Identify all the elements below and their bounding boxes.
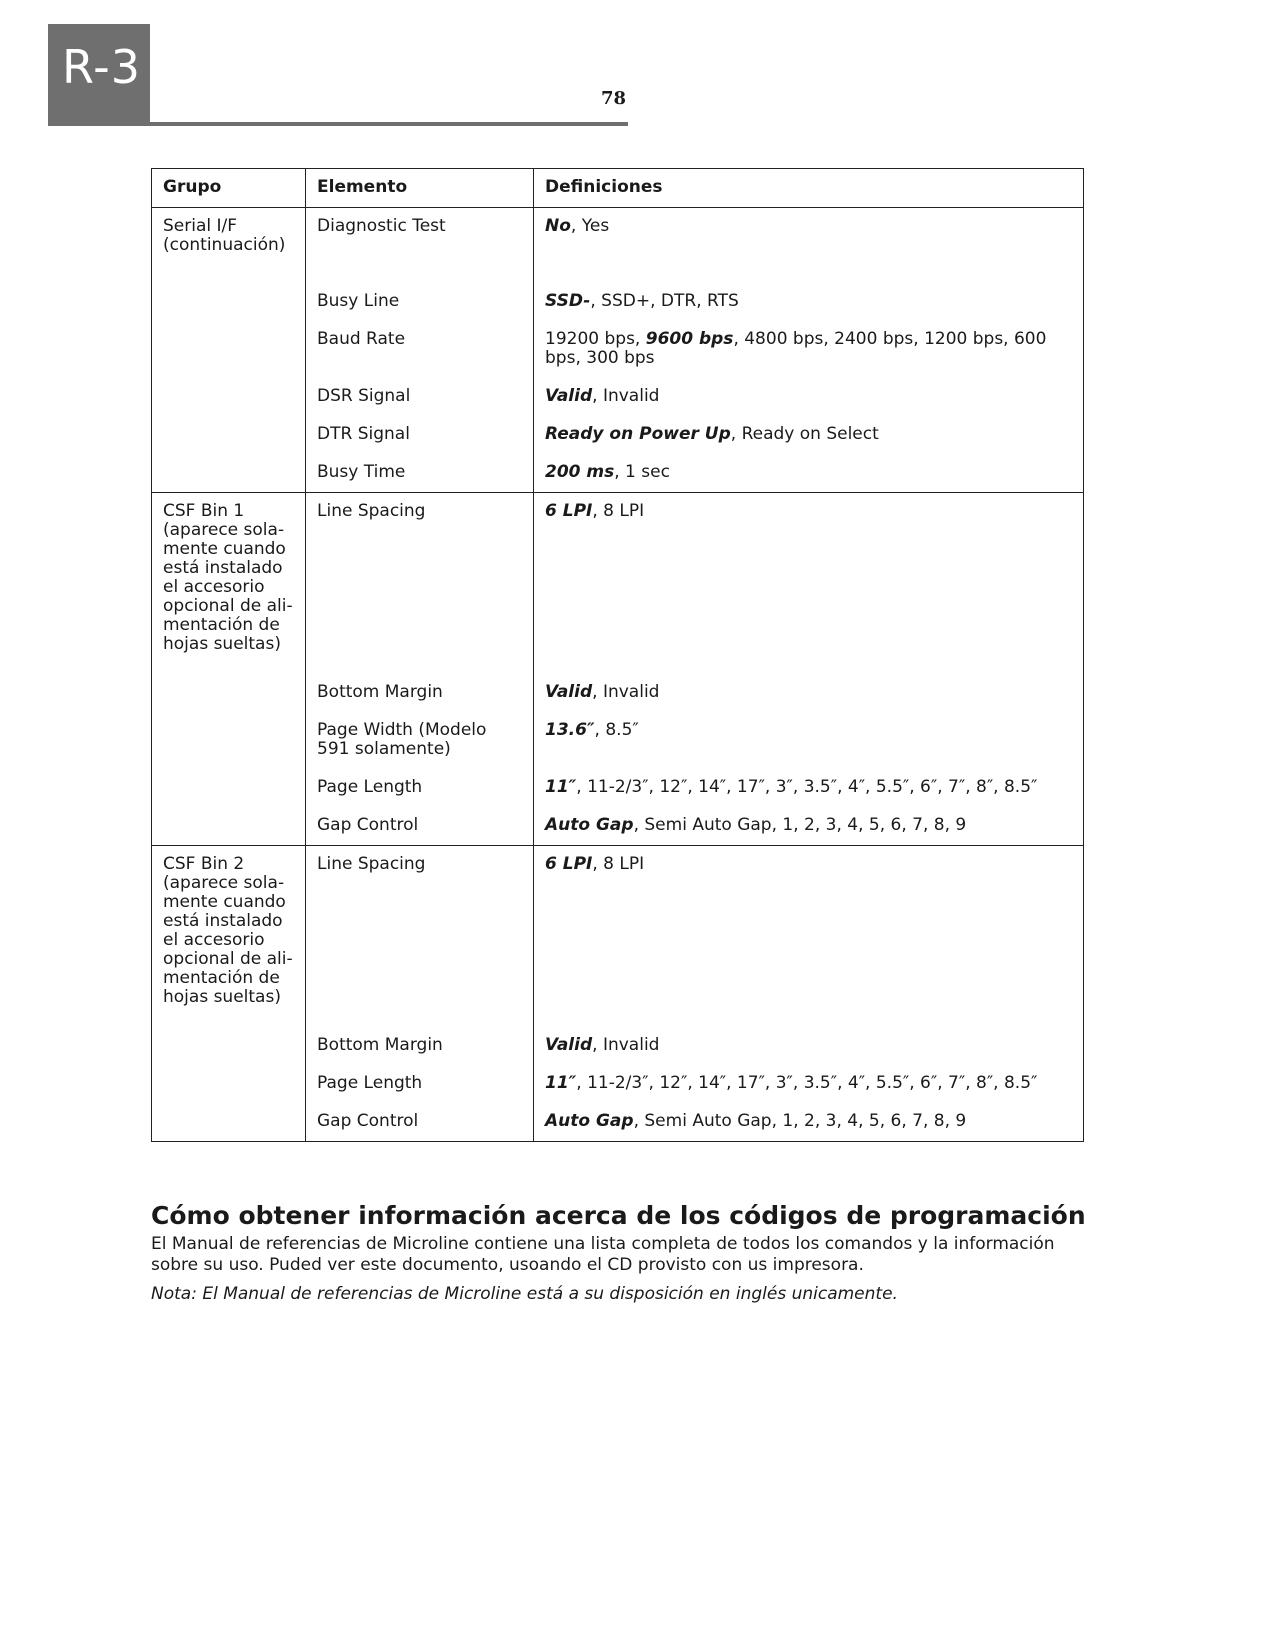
definition-cell: SSD-, SSD+, DTR, RTS [534,265,1084,321]
default-value: No [545,216,571,236]
group-cell [152,712,306,769]
group-cell [152,265,306,321]
section-tab: R-3 [48,24,150,126]
default-value: 13.6″ [545,720,595,740]
group-cell: Serial I/F (continuación) [152,208,306,266]
group-cell [152,378,306,416]
section-body: El Manual de referencias de Microline contiene una lista completa de todos los comandos y la información sobre su uso. Puded ver este documento, usoando el CD provisto con us impresora. [151,1234,1055,1275]
element-cell: Page Length [306,1065,534,1103]
default-value: Valid [545,682,593,702]
group-cell [152,807,306,846]
group-cell [152,769,306,807]
default-value: 11″ [545,777,577,797]
group-cell [152,1103,306,1142]
default-value: 200 ms [545,462,615,482]
group-cell [152,454,306,493]
element-cell: Busy Line [306,265,534,321]
definition-cell: 19200 bps, 9600 bps, 4800 bps, 2400 bps, 1200 bps, 600 bps, 300 bps [534,321,1084,378]
default-value: SSD- [545,291,591,311]
table-row [152,846,1084,1028]
default-value: Valid [545,386,593,406]
table-row [152,712,1084,769]
group-cell [152,416,306,454]
table-row [152,769,1084,807]
group-cell: CSF Bin 2 (aparece sola- mente cuando está instalado el accesorio opcional de ali- mentación de hojas sueltas) [152,846,306,1028]
element-cell: Diagnostic Test [306,208,534,266]
table-row [152,416,1084,454]
definition-cell: Valid, Invalid [534,674,1084,712]
header-rule [48,122,628,126]
section-title: Cómo obtener información acerca de los códigos de programación [151,1201,1086,1230]
default-value: 9600 bps [645,329,734,349]
table-row [152,265,1084,321]
group-cell [152,674,306,712]
column-header-grupo: Grupo [152,169,306,208]
element-cell: Page Length [306,769,534,807]
table-row [152,208,1084,266]
element-cell: DSR Signal [306,378,534,416]
definition-cell: Valid, Invalid [534,378,1084,416]
default-value: Ready on Power Up [545,424,731,444]
column-header-definiciones: Definiciones [534,169,1084,208]
table-row [152,321,1084,378]
default-value: Valid [545,1035,593,1055]
element-cell: Line Spacing [306,846,534,1028]
definition-cell: No, Yes [534,208,1084,266]
element-cell: Bottom Margin [306,1027,534,1065]
table-row [152,454,1084,493]
definition-cell: 13.6″, 8.5″ [534,712,1084,769]
default-value: 6 LPI [545,501,593,521]
table-row [152,1065,1084,1103]
definition-cell: 200 ms, 1 sec [534,454,1084,493]
definition-cell: Auto Gap, Semi Auto Gap, 1, 2, 3, 4, 5, 6, 7, 8, 9 [534,1103,1084,1142]
definition-cell: 6 LPI, 8 LPI [534,846,1084,1028]
definition-cell: 11″, 11-2/3″, 12″, 14″, 17″, 3″, 3.5″, 4″, 5.5″, 6″, 7″, 8″, 8.5″ [534,769,1084,807]
table-row [152,674,1084,712]
table-row [152,493,1084,675]
default-value: 6 LPI [545,854,593,874]
element-cell: Gap Control [306,807,534,846]
element-cell: Line Spacing [306,493,534,675]
table-row [152,1103,1084,1142]
definition-cell: Auto Gap, Semi Auto Gap, 1, 2, 3, 4, 5, 6, 7, 8, 9 [534,807,1084,846]
table-header-row [152,169,1084,208]
group-cell [152,321,306,378]
definition-cell: Valid, Invalid [534,1027,1084,1065]
element-cell: Page Width (Modelo 591 solamente) [306,712,534,769]
element-cell: Gap Control [306,1103,534,1142]
table-row [152,1027,1084,1065]
page-number: 78 [600,88,626,109]
group-cell: CSF Bin 1 (aparece sola- mente cuando está instalado el accesorio opcional de ali- mentación de hojas sueltas) [152,493,306,675]
definition-cell: 11″, 11-2/3″, 12″, 14″, 17″, 3″, 3.5″, 4″, 5.5″, 6″, 7″, 8″, 8.5″ [534,1065,1084,1103]
definition-cell: Ready on Power Up, Ready on Select [534,416,1084,454]
element-cell: Bottom Margin [306,674,534,712]
element-cell: DTR Signal [306,416,534,454]
column-header-elemento: Elemento [306,169,534,208]
element-cell: Baud Rate [306,321,534,378]
default-value: Auto Gap [545,815,634,835]
table-row [152,807,1084,846]
group-cell [152,1027,306,1065]
table-row [152,378,1084,416]
section-note: Nota: El Manual de referencias de Microline está a su disposición en inglés unicamente. [151,1284,898,1304]
definition-cell: 6 LPI, 8 LPI [534,493,1084,675]
table-body [152,208,1084,1142]
default-value: Auto Gap [545,1111,634,1131]
programming-codes-section [151,1200,1091,1305]
default-value: 11″ [545,1073,577,1093]
group-cell [152,1065,306,1103]
element-cell: Busy Time [306,454,534,493]
settings-table [151,168,1084,1142]
